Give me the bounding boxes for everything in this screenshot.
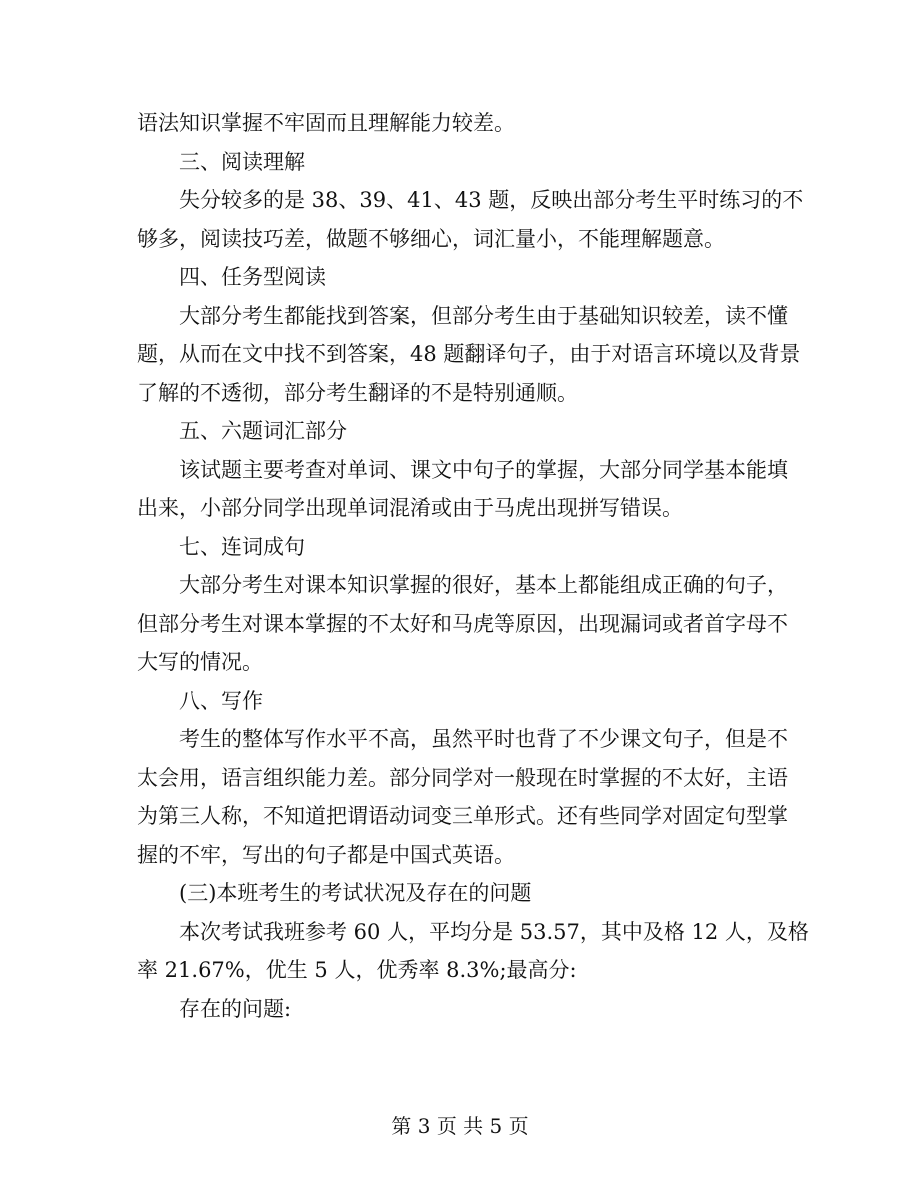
document-body — [137, 104, 809, 1028]
section-heading-class-status: (三)本班考生的考试状况及存在的问题 — [179, 881, 532, 905]
section-heading-task-reading: 四、任务型阅读 — [179, 265, 326, 289]
body-line: 够多，阅读技巧差，做题不够细心，词汇量小，不能理解题意。 — [137, 226, 725, 251]
section-heading-vocabulary: 五、六题词汇部分 — [179, 419, 347, 443]
section-heading-sentence-building: 七、连词成句 — [179, 534, 305, 559]
section-heading-reading-comprehension: 三、阅读理解 — [179, 149, 305, 174]
body-line: 了解的不透彻，部分考生翻译的不是特别通顺。 — [137, 380, 578, 405]
body-line: 率 21.67%，优生 5 人，优秀率 8.3%;最高分: — [137, 958, 577, 982]
body-line: 大部分考生对课本知识掌握的很好，基本上都能组成正确的句子， — [179, 573, 788, 597]
body-line: 握的不牢，写出的句子都是中国式英语。 — [137, 842, 515, 867]
body-line: 但部分考生对课本掌握的不太好和马虎等原因，出现漏词或者首字母不 — [137, 611, 788, 636]
page-number-footer: 第 3 页 共 5 页 — [391, 1114, 529, 1138]
body-line: 失分较多的是 38、39、41、43 题，反映出部分考生平时练习的不 — [179, 188, 804, 212]
section-heading-writing: 八、写作 — [179, 688, 263, 713]
body-line: 语法知识掌握不牢固而且理解能力较差。 — [137, 111, 515, 135]
body-line: 太会用，语言组织能力差。部分同学对一般现在时掌握的不太好，主语 — [137, 765, 788, 790]
body-line: 该试题主要考查对单词、课文中句子的掌握，大部分同学基本能填 — [179, 457, 788, 482]
body-line: 大写的情况。 — [137, 650, 263, 674]
body-line: 本次考试我班参考 60 人，平均分是 53.57，其中及格 12 人，及格 — [179, 919, 809, 944]
body-line: 出来，小部分同学出现单词混淆或由于马虎出现拼写错误。 — [137, 496, 683, 520]
body-line: 题，从而在文中找不到答案，48 题翻译句子，由于对语言环境以及背景 — [137, 342, 801, 366]
body-line: 考生的整体写作水平不高，虽然平时也背了不少课文句子，但是不 — [179, 727, 788, 751]
body-line: 为第三人称，不知道把谓语动词变三单形式。还有些同学对固定句型掌 — [137, 804, 788, 828]
body-line: 存在的问题: — [179, 996, 292, 1021]
body-line: 大部分考生都能找到答案，但部分考生由于基础知识较差，读不懂 — [179, 303, 788, 328]
